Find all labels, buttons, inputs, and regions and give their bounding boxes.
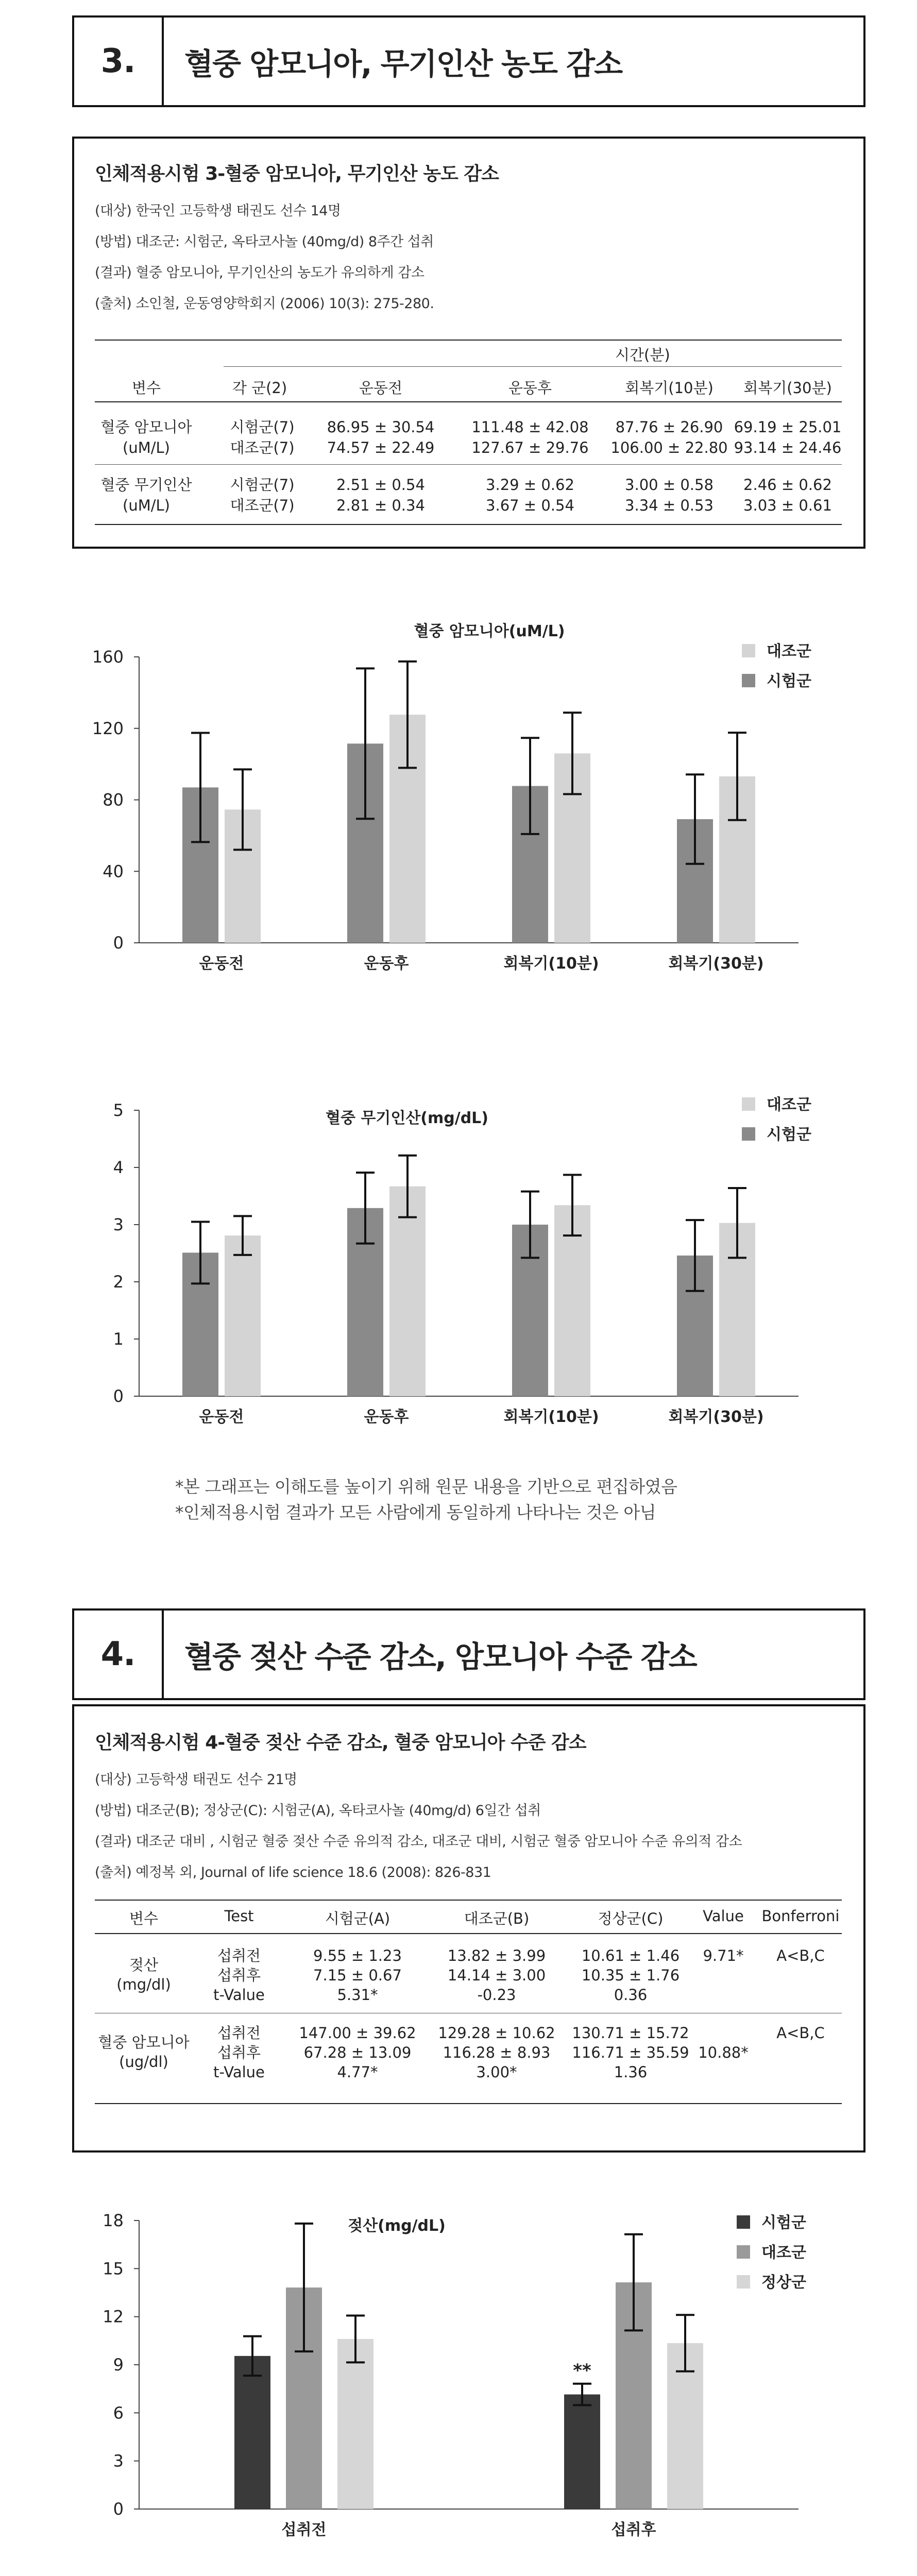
table3-time-header: 시간(분) [615, 346, 670, 364]
table3-rows-2 [213, 474, 852, 516]
table3-header-group: 각 군(2) [232, 379, 287, 397]
section4-info-box [72, 1704, 865, 2153]
table-cell: 87.76 ± 26.90 [615, 418, 723, 436]
x-tick-label: 운동전 [199, 955, 244, 973]
table-cell: 93.14 ± 24.46 [734, 439, 842, 456]
table4-bonferroni: A<B,C [776, 2024, 825, 2042]
y-tick-label: 1 [113, 1329, 124, 1349]
table-cell: 시험군(7) [230, 418, 295, 436]
x-tick-label: 섭취전 [281, 2521, 327, 2539]
table3-var-cell [90, 474, 203, 516]
table3-var-name: 혈중 무기인산 [100, 476, 192, 494]
x-tick-label: 회복기(10분) [503, 1408, 599, 1426]
table-cell: 섭취후 [217, 1967, 261, 1984]
table-cell: 3.67 ± 0.54 [486, 497, 574, 514]
table-cell: 대조군(7) [230, 439, 295, 456]
y-tick-label: 12 [103, 2307, 124, 2327]
table-cell: 섭취전 [217, 2024, 261, 2042]
table-rule [95, 1900, 842, 1901]
section4-line: (출처) 예정복 외, Journal of life science 18.6 (2008): 826-831 [95, 1865, 491, 1880]
y-tick-label: 0 [113, 1386, 124, 1406]
table-cell: 4.77* [337, 2063, 378, 2081]
y-tick-label: 80 [103, 790, 124, 810]
y-tick-label: 40 [103, 861, 124, 882]
table3-header-col: 운동전 [359, 379, 403, 397]
table4-col-a [291, 1946, 424, 2005]
table-cell: 69.19 ± 25.01 [734, 418, 842, 436]
y-tick-label: 5 [113, 1100, 124, 1120]
x-tick-label: 운동후 [364, 1408, 409, 1426]
section4-line: (대상) 고등학생 태권도 선수 21명 [95, 1772, 297, 1788]
table-cell: 127.67 ± 29.76 [471, 439, 589, 456]
table4-col-b [430, 2023, 564, 2082]
table4-header: 시험군(A) [325, 1910, 390, 1927]
y-tick-label: 120 [92, 718, 124, 738]
table4-tests [198, 1946, 280, 2005]
table-cell: 10.61 ± 1.46 [581, 1947, 680, 1964]
section3-line: (출처) 소인철, 운동영양학회지 (2006) 10(3): 275-280. [95, 296, 434, 312]
legend-label: 대조군 [761, 2244, 806, 2262]
y-tick-label: 6 [113, 2403, 124, 2423]
x-tick-label: 회복기(30분) [668, 955, 764, 973]
legend-swatch [737, 2275, 750, 2289]
x-tick-label: 운동전 [199, 1408, 244, 1426]
table4-value: 9.71* [703, 1947, 744, 1964]
significance-mark: ** [573, 2360, 591, 2381]
table-cell: 3.00 ± 0.58 [625, 476, 714, 494]
table-cell: 13.82 ± 3.99 [447, 1947, 546, 1964]
table-cell: 1.36 [614, 2063, 648, 2081]
table-cell: 2.51 ± 0.54 [336, 476, 425, 494]
table4-var-unit: (ug/dl) [119, 2053, 168, 2071]
table-cell: 섭취후 [217, 2044, 261, 2061]
table-cell: 9.55 ± 1.23 [313, 1947, 402, 1964]
section3-note: *본 그래프는 이해도를 높이기 위해 원문 내용을 기반으로 편집하였음 [175, 1477, 677, 1497]
y-tick-label: 3 [113, 1215, 124, 1234]
table-rule [95, 2103, 842, 2104]
table-rule [224, 366, 842, 367]
legend-label: 시험군 [767, 672, 811, 690]
x-tick-label: 회복기(30분) [668, 1408, 764, 1426]
table-rule [95, 340, 842, 341]
section4-number: 4. [100, 1635, 135, 1673]
table-rule [95, 524, 842, 525]
table4-tests [198, 2023, 280, 2082]
legend-swatch [742, 1097, 755, 1111]
legend-label: 시험군 [767, 1126, 811, 1144]
legend-label: 시험군 [761, 2214, 806, 2232]
table-cell: 106.00 ± 22.80 [610, 439, 728, 456]
table4-header: Value [703, 1907, 744, 1925]
table4-value: 10.88* [698, 2044, 749, 2061]
section4-title: 혈중 젖산 수준 감소, 암모니아 수준 감소 [184, 1639, 697, 1674]
table4-var-name: 젖산 [129, 1956, 159, 1974]
table4-header: Bonferroni [761, 1907, 840, 1925]
bar [337, 2339, 373, 2509]
chart-ammonia4 [77, 2555, 855, 2576]
bar [225, 1235, 261, 1396]
section3-line: (대상) 한국인 고등학생 태권도 선수 14명 [95, 203, 341, 219]
table4-header: 정상군(C) [598, 1910, 664, 1927]
y-tick-label: 15 [103, 2259, 124, 2279]
table-cell: 116.28 ± 8.93 [443, 2044, 551, 2061]
legend-swatch [742, 674, 755, 687]
table-cell: 0.36 [614, 1986, 648, 2004]
bar [564, 2395, 600, 2509]
chart-lactate4 [77, 2190, 855, 2561]
legend-swatch [737, 2215, 750, 2229]
table-cell: 86.95 ± 30.54 [327, 418, 435, 436]
table4-header: 대조군(B) [464, 1910, 530, 1927]
x-tick-label: 섭취후 [611, 2521, 656, 2539]
table3-header-col: 운동후 [508, 379, 552, 397]
y-tick-label: 160 [92, 647, 124, 667]
x-tick-label: 운동후 [364, 955, 409, 973]
table4-var-name: 혈중 암모니아 [98, 2033, 190, 2051]
section3-header [72, 15, 865, 107]
chart-title: 혈중 암모니아(uM/L) [414, 622, 565, 640]
y-tick-label: 2 [113, 1272, 124, 1292]
table-cell: 14.14 ± 3.00 [447, 1967, 546, 1984]
table-cell: t-Value [213, 2063, 265, 2081]
table4-header: Test [224, 1907, 254, 1925]
table3-header-col: 회복기(10분) [625, 379, 714, 397]
table4-var-unit: (mg/dl) [116, 1976, 171, 1993]
table4-header: 변수 [129, 1910, 159, 1927]
table-cell: 74.57 ± 22.49 [327, 439, 435, 456]
section3-note: *인체적용시험 결과가 모든 사람에게 동일하게 나타나는 것은 아님 [175, 1502, 656, 1522]
table-cell: 3.03 ± 0.61 [743, 497, 832, 514]
legend-label: 정상군 [761, 2274, 806, 2292]
section3-title: 혈중 암모니아, 무기인산 농도 감소 [184, 46, 622, 81]
table3-rows-1 [213, 417, 852, 458]
y-tick-label: 0 [113, 2499, 124, 2519]
chart-phos3 [77, 1066, 855, 1448]
chart-ammonia3 [77, 613, 855, 994]
section3-line: (결과) 혈중 암모니아, 무기인산의 농도가 유의하게 감소 [95, 265, 424, 281]
table3-var-unit: (uM/L) [123, 439, 170, 456]
table-rule [95, 464, 842, 465]
table-cell: 116.71 ± 35.59 [572, 2044, 689, 2061]
table-cell: 시험군(7) [230, 476, 295, 494]
legend-label: 대조군 [767, 1096, 811, 1114]
table4-var-cell [95, 1955, 193, 1994]
section3-line: (방법) 대조군: 시험군, 옥타코사놀 (40mg/d) 8주간 섭취 [95, 234, 434, 250]
legend-label: 대조군 [767, 642, 811, 660]
legend-swatch [742, 1127, 755, 1141]
table-cell: 3.34 ± 0.53 [625, 497, 714, 514]
table4-var-cell [95, 2032, 193, 2072]
y-tick-label: 0 [113, 933, 124, 953]
table-cell: 10.35 ± 1.76 [581, 1967, 680, 1984]
table-rule [95, 1933, 842, 1934]
table-cell: 130.71 ± 15.72 [572, 2024, 689, 2042]
table4-col-c [564, 2023, 698, 2082]
table4-col-b [430, 1946, 564, 2005]
table3-var-name: 혈중 암모니아 [100, 418, 192, 436]
bar [234, 2356, 270, 2509]
table-cell: 7.15 ± 0.67 [313, 1967, 402, 1984]
section4-line: (방법) 대조군(B); 정상군(C): 시험군(A), 옥타코사놀 (40mg/d) 6일간 섭취 [95, 1803, 541, 1819]
x-tick-label: 회복기(10분) [503, 955, 599, 973]
y-tick-label: 3 [113, 2451, 124, 2471]
table4-bonferroni: A<B,C [776, 1947, 825, 1964]
y-tick-label: 18 [103, 2211, 124, 2230]
table-cell: 3.29 ± 0.62 [486, 476, 574, 494]
legend-swatch [737, 2245, 750, 2259]
table4-col-c [564, 1946, 698, 2005]
table-cell: 대조군(7) [230, 497, 295, 514]
table3-header-var: 변수 [131, 379, 161, 397]
table4-group-lactate [95, 1946, 842, 2008]
table-cell: 147.00 ± 39.62 [299, 2024, 416, 2042]
table-cell: 5.31* [337, 1986, 378, 2004]
table4-col-a [291, 2023, 424, 2082]
table3-var-unit: (uM/L) [123, 497, 170, 514]
chart-title: 젖산(mg/dL) [348, 2217, 446, 2235]
table4-header-row [95, 1907, 842, 1928]
table-cell: 111.48 ± 42.08 [471, 418, 589, 436]
table4-group-ammonia [95, 2023, 842, 2085]
table-cell: 3.00* [476, 2063, 517, 2081]
section4-line: (결과) 대조군 대비 , 시험군 혈중 젖산 수준 유의적 감소, 대조군 대비, 시험군 혈중 암모니아 수준 유의적 감소 [95, 1834, 742, 1850]
legend-swatch [742, 644, 755, 657]
table-cell: 67.28 ± 13.09 [303, 2044, 412, 2061]
section3-info-box [72, 137, 865, 549]
section4-header [72, 1608, 865, 1700]
table-cell: t-Value [213, 1986, 265, 2004]
section3-box-title: 인체적용시험 3-혈중 암모니아, 무기인산 농도 감소 [95, 163, 499, 184]
table-cell: 2.46 ± 0.62 [743, 476, 832, 494]
y-tick-label: 4 [113, 1158, 124, 1177]
section3-number: 3. [100, 42, 135, 80]
table-cell: 129.28 ± 10.62 [438, 2024, 555, 2042]
table3-header-col: 회복기(30분) [743, 379, 832, 397]
table-cell: -0.23 [477, 1986, 516, 2004]
y-tick-label: 9 [113, 2355, 124, 2375]
table-cell: 섭취전 [217, 1947, 261, 1964]
chart-title: 혈중 무기인산(mg/dL) [325, 1109, 489, 1127]
table3-var-cell [90, 417, 203, 458]
table-cell: 2.81 ± 0.34 [336, 497, 425, 514]
section4-box-title: 인체적용시험 4-혈중 젖산 수준 감소, 혈중 암모니아 수준 감소 [95, 1732, 586, 1753]
table-rule [95, 401, 842, 402]
